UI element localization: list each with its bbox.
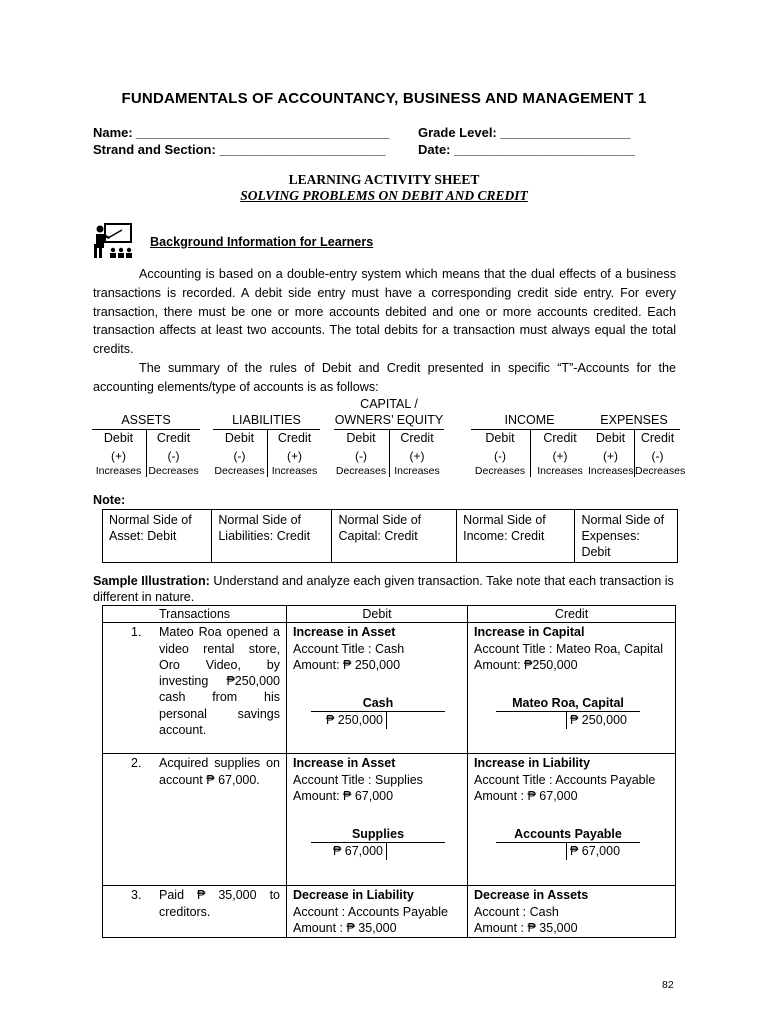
t-account-rule bbox=[471, 413, 588, 477]
t-account-sign: (-) bbox=[355, 449, 367, 463]
t-account-side-label: Debit bbox=[595, 431, 626, 445]
t-account-rule-name: EXPENSES bbox=[600, 413, 668, 427]
table-row bbox=[103, 886, 676, 938]
t-account-divider bbox=[566, 712, 567, 729]
transaction-text: Paid ₱ 35,000 to creditors. bbox=[159, 888, 280, 919]
t-account-rule bbox=[588, 413, 686, 477]
background-text bbox=[93, 265, 676, 397]
sheet-subtitle: SOLVING PROBLEMS ON DEBIT AND CREDIT bbox=[240, 188, 528, 203]
t-account-side-label: Credit bbox=[156, 431, 191, 445]
t-account-effect: Decreases bbox=[635, 465, 686, 477]
note-label: Note: bbox=[93, 493, 126, 507]
header-debit: Debit bbox=[287, 606, 468, 623]
normal-side-cell: Normal Side of Expenses: Debit bbox=[575, 510, 678, 563]
t-account-debit-value: ₱ 250,000 bbox=[326, 713, 383, 728]
t-account-sign: (-) bbox=[494, 449, 506, 463]
normal-side-cell: Normal Side of Income: Credit bbox=[457, 510, 575, 563]
credit-line: Account : Cash bbox=[474, 904, 559, 919]
t-account-effect: Increases bbox=[394, 465, 440, 477]
t-account-effect: Increases bbox=[588, 465, 634, 477]
normal-side-cell: Normal Side of Liabilities: Credit bbox=[212, 510, 332, 563]
t-account-sign: (-) bbox=[233, 449, 246, 463]
credit-cell bbox=[468, 886, 676, 938]
t-account-effect: Decreases bbox=[474, 465, 526, 477]
transaction-cell bbox=[103, 623, 287, 754]
credit-line: Amount : ₱ 67,000 bbox=[474, 788, 578, 803]
t-account-divider bbox=[566, 843, 567, 860]
debit-line: Amount: ₱ 67,000 bbox=[293, 788, 394, 803]
t-account bbox=[293, 826, 461, 860]
t-account-rule-name: OWNERS’ EQUITY bbox=[334, 413, 444, 427]
credit-line: Amount : ₱ 35,000 bbox=[474, 920, 578, 935]
t-account-effect: Decreases bbox=[214, 465, 265, 477]
t-account-sign: (-) bbox=[167, 449, 180, 463]
sheet-title: LEARNING ACTIVITY SHEET bbox=[288, 172, 480, 187]
t-account-side-label: Credit bbox=[640, 431, 675, 445]
credit-line: Account Title : Mateo Roa, Capital bbox=[474, 641, 663, 656]
t-account-rule bbox=[334, 413, 444, 477]
t-account-effect: Increases bbox=[537, 465, 583, 477]
t-account-rule-name: LIABILITIES bbox=[232, 413, 301, 427]
t-account-effect: Decreases bbox=[148, 465, 199, 477]
table-row bbox=[103, 754, 676, 886]
t-account-side-label: Debit bbox=[485, 431, 515, 445]
t-account-side-label: Debit bbox=[103, 431, 134, 445]
grade-level-field-label: Grade Level: __________________ bbox=[418, 125, 631, 140]
name-field-label: Name: ___________________________________ bbox=[93, 125, 390, 140]
t-account-sign: (+) bbox=[111, 449, 126, 463]
t-account-side-label: Debit bbox=[346, 431, 376, 445]
t-account-side-label: Credit bbox=[543, 431, 577, 445]
capital-heading-top: CAPITAL / bbox=[360, 397, 418, 411]
credit-line: Increase in Liability bbox=[474, 756, 591, 771]
credit-line: Increase in Capital bbox=[474, 625, 585, 640]
t-account-side-label: Credit bbox=[277, 431, 312, 445]
credit-cell bbox=[468, 623, 676, 754]
page-title: FUNDAMENTALS OF ACCOUNTANCY, BUSINESS AND MANAGEMENT 1 bbox=[121, 90, 647, 107]
t-account-sign: (+) bbox=[287, 449, 302, 463]
t-account-name: Mateo Roa, Capital bbox=[496, 695, 640, 712]
t-account-side-label: Debit bbox=[224, 431, 255, 445]
debit-line: Increase in Asset bbox=[293, 625, 396, 640]
background-paragraph-1: Accounting is based on a double-entry system which means that the dual effects of a business transactions is recorded. A debit side entry must have a corresponding credit side entry. For every transaction, there must be one or more accounts debited and one or more accounts credited. Each transaction affects at least two accounts. The total debits for a transaction must always equal the total credits. bbox=[93, 267, 676, 357]
transaction-text: Acquired supplies on account ₱ 67,000. bbox=[159, 756, 280, 787]
t-account-divider bbox=[386, 712, 387, 729]
strand-section-field-label: Strand and Section: _______________________ bbox=[93, 142, 386, 157]
transaction-number: 2. bbox=[131, 756, 142, 771]
transaction-item bbox=[109, 755, 280, 788]
sample-intro bbox=[93, 573, 676, 605]
t-account bbox=[474, 695, 669, 729]
credit-line: Amount: ₱250,000 bbox=[474, 657, 578, 672]
background-paragraph-2: The summary of the rules of Debit and Credit presented in specific “T”-Accounts for the accounting elements/type of accounts is as follows: bbox=[93, 360, 676, 394]
normal-side-table bbox=[102, 509, 678, 563]
t-account-debit-value: ₱ 67,000 bbox=[332, 844, 383, 859]
debit-line: Amount : ₱ 35,000 bbox=[293, 920, 397, 935]
t-account-effect: Increases bbox=[271, 465, 318, 477]
t-account-name: Supplies bbox=[311, 826, 445, 843]
sample-intro-label: Sample Illustration: bbox=[93, 574, 210, 588]
debit-credit-rules bbox=[0, 397, 768, 477]
t-account-rule-name: INCOME bbox=[504, 413, 555, 427]
table-row bbox=[103, 623, 676, 754]
transaction-number: 3. bbox=[131, 888, 142, 903]
t-account-rule-name: ASSETS bbox=[121, 413, 171, 427]
t-account-credit-value: ₱ 250,000 bbox=[570, 713, 627, 728]
t-account-divider bbox=[386, 843, 387, 860]
debit-line: Account Title : Supplies bbox=[293, 772, 423, 787]
header-transactions: Transactions bbox=[103, 606, 287, 623]
teacher-board-icon bbox=[92, 222, 136, 262]
t-account-credit-value: ₱ 67,000 bbox=[570, 844, 621, 859]
date-field-label: Date: _________________________ bbox=[418, 142, 635, 157]
t-account-name: Cash bbox=[311, 695, 445, 712]
transaction-item bbox=[109, 887, 280, 920]
sample-intro-text: Understand and analyze each given transaction. Take note that each transaction is different in nature. bbox=[93, 574, 674, 604]
credit-line: Account Title : Accounts Payable bbox=[474, 772, 656, 787]
t-account-side-label: Credit bbox=[400, 431, 434, 445]
t-account bbox=[474, 826, 669, 860]
t-account-effect: Increases bbox=[95, 465, 142, 477]
credit-cell bbox=[468, 754, 676, 886]
t-account-name: Accounts Payable bbox=[496, 826, 640, 843]
normal-side-cell: Normal Side of Asset: Debit bbox=[103, 510, 212, 563]
debit-line: Account Title : Cash bbox=[293, 641, 405, 656]
normal-side-cell: Normal Side of Capital: Credit bbox=[332, 510, 457, 563]
header-credit: Credit bbox=[468, 606, 676, 623]
sample-transactions-table bbox=[102, 605, 676, 938]
t-account-sign: (+) bbox=[552, 449, 568, 463]
t-account-sign: (+) bbox=[409, 449, 425, 463]
credit-line: Decrease in Assets bbox=[474, 888, 589, 903]
t-account-effect: Decreases bbox=[335, 465, 387, 477]
debit-line: Amount: ₱ 250,000 bbox=[293, 657, 401, 672]
background-heading: Background Information for Learners bbox=[150, 235, 374, 249]
debit-cell bbox=[287, 623, 468, 754]
transaction-text: Mateo Roa opened a video rental store, Oro Video, by investing ₱250,000 cash from his personal savings account. bbox=[159, 625, 280, 738]
t-account bbox=[293, 695, 461, 729]
debit-cell bbox=[287, 886, 468, 938]
transaction-item bbox=[109, 624, 280, 738]
transaction-cell bbox=[103, 886, 287, 938]
t-account-rule bbox=[92, 413, 200, 477]
page-number: 82 bbox=[662, 979, 674, 991]
t-account-rule bbox=[213, 413, 320, 477]
t-account-sign: (+) bbox=[603, 449, 618, 463]
t-account-sign: (-) bbox=[651, 449, 664, 463]
debit-line: Account : Accounts Payable bbox=[293, 904, 448, 919]
debit-cell bbox=[287, 754, 468, 886]
transaction-number: 1. bbox=[131, 625, 142, 640]
debit-line: Decrease in Liability bbox=[293, 888, 414, 903]
transaction-cell bbox=[103, 754, 287, 886]
debit-line: Increase in Asset bbox=[293, 756, 396, 771]
